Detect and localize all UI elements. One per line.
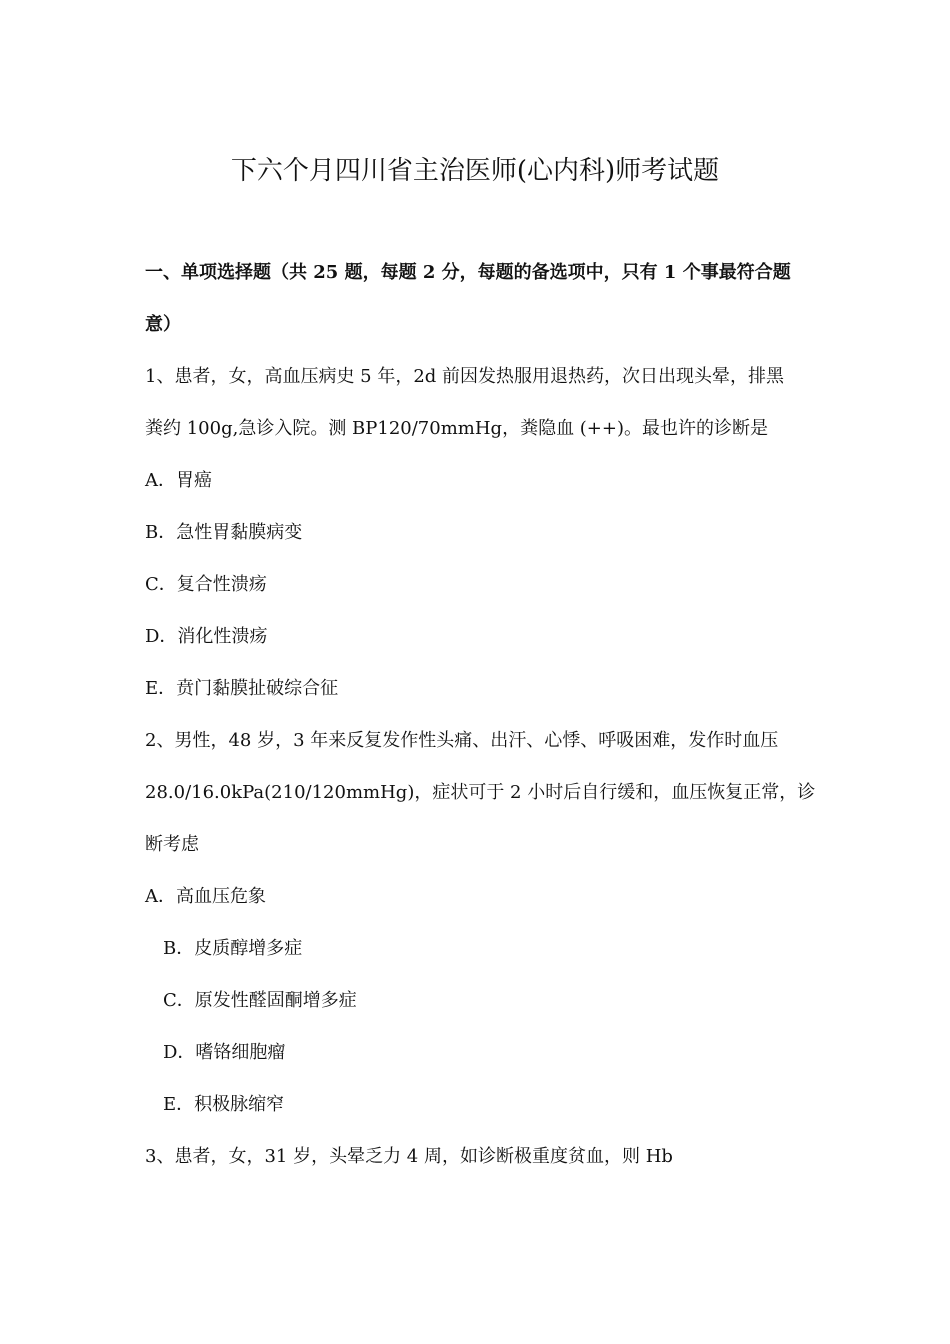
answer-option: D．嗜铬细胞瘤 (163, 1042, 286, 1063)
question-stem-line: 2、男性，48 岁，3 年来反复发作性头痛、出汗、心悸、呼吸困难，发作时血压 (145, 730, 779, 751)
question-stem-line: 粪约 100g,急诊入院。测 BP120/70mmHg，粪隐血 (++)。最也许的诊断是 (145, 418, 768, 439)
answer-option: A．高血压危象 (145, 886, 266, 907)
question-3 (145, 1131, 810, 1183)
question-2 (145, 715, 816, 1131)
question-stem-line: 3、患者，女，31 岁，头晕乏力 4 周，如诊断极重度贫血，则 Hb (145, 1146, 673, 1167)
answer-option: A．胃癌 (145, 470, 212, 491)
section-heading-line: 一、单项选择题（共 25 题，每题 2 分，每题的备选项中，只有 1 个事最符合题 (145, 262, 791, 283)
answer-option: C．复合性溃疡 (145, 574, 267, 595)
section-heading-line: 意） (145, 314, 181, 335)
document-body (145, 250, 816, 1183)
question-1 (145, 351, 810, 715)
document-title: 下六个月四川省主治医师(心内科)师考试题 (230, 156, 720, 186)
answer-option: E．贲门黏膜扯破综合征 (145, 678, 339, 699)
answer-option: B．急性胃黏膜病变 (145, 522, 303, 543)
question-stem-line: 断考虑 (145, 834, 199, 855)
question-stem-line: 28.0/16.0kPa(210/120mmHg)，症状可于 2 小时后自行缓和，血压恢复正常，诊 (145, 782, 816, 803)
answer-option: D．消化性溃疡 (145, 626, 268, 647)
answer-option: C．原发性醛固酮增多症 (163, 990, 357, 1011)
answer-option: B．皮质醇增多症 (163, 938, 303, 959)
question-stem-line: 1、患者，女，高血压病史 5 年，2d 前因发热服用退热药，次日出现头晕，排黑 (145, 366, 785, 387)
answer-option: E．积极脉缩窄 (163, 1094, 285, 1115)
